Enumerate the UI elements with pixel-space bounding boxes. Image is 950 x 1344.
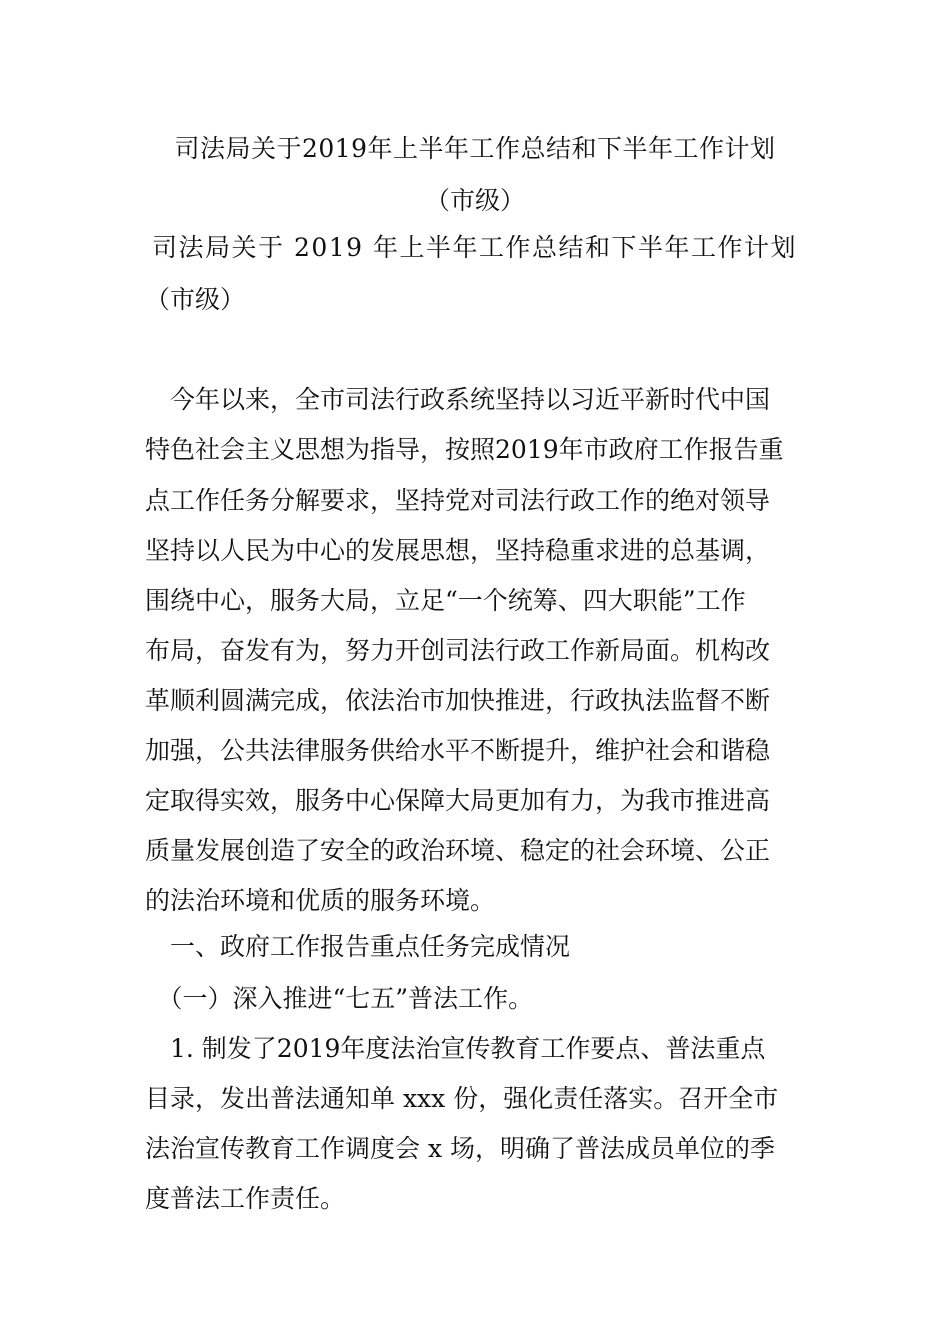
body-line: 特色社会主义思想为指导，按照2019年市政府工作报告重	[145, 435, 784, 464]
body-line: 围绕中心，服务大局，立足“一个统筹、四大职能”工作	[145, 586, 746, 615]
body-line: 布局，奋发有为，努力开创司法行政工作新局面。机构改	[145, 636, 771, 665]
document-title-repeat-level: （市级）	[145, 285, 246, 314]
body-line: 度普法工作责任。	[145, 1184, 346, 1213]
body-line: 的法治环境和优质的服务环境。	[145, 886, 496, 915]
body-line: 坚持以人民为中心的发展思想，坚持稳重求进的总基调，	[145, 536, 771, 565]
body-line: 点工作任务分解要求，坚持党对司法行政工作的绝对领导	[145, 486, 771, 515]
document-title-repeat: 司法局关于 2019 年上半年工作总结和下半年工作计划	[152, 233, 798, 262]
body-line: 法治宣传教育工作调度会 x 场，明确了普法成员单位的季	[145, 1134, 775, 1163]
body-line: 加强，公共法律服务供给水平不断提升，维护社会和谐稳	[145, 736, 771, 765]
body-line: 定取得实效，服务中心保障大局更加有力，为我市推进高	[145, 786, 771, 815]
body-line: 目录，发出普法通知单 xxx 份，强化责任落实。召开全市	[145, 1084, 779, 1113]
document-title: 司法局关于2019年上半年工作总结和下半年工作计划	[174, 134, 776, 163]
section-heading: 一、政府工作报告重点任务完成情况	[145, 932, 571, 961]
document-title-level: （市级）	[424, 186, 525, 215]
body-line: 革顺利圆满完成，依法治市加快推进，行政执法监督不断	[145, 686, 771, 715]
body-line: 质量发展创造了安全的政治环境、稳定的社会环境、公正	[145, 836, 771, 865]
body-line: 今年以来，全市司法行政系统坚持以习近平新时代中国	[145, 385, 771, 414]
body-line: 1. 制发了2019年度法治宣传教育工作要点、普法重点	[145, 1034, 766, 1063]
subsection-heading: （一）深入推进“七五”普法工作。	[145, 984, 534, 1013]
